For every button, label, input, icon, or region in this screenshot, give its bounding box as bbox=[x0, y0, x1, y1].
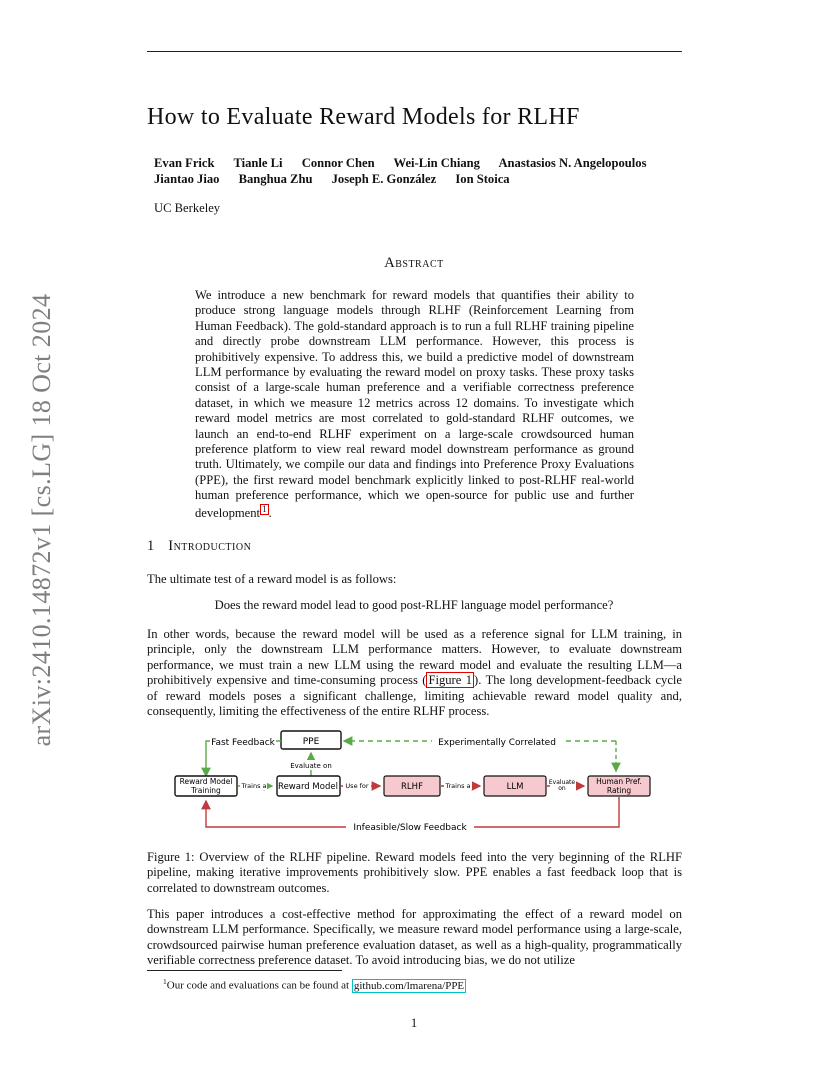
arxiv-identifier: arXiv:2410.14872v1 [cs.LG] 18 Oct 2024 bbox=[27, 293, 56, 747]
rm-training-label: Training bbox=[191, 786, 221, 795]
human-pref-label: Rating bbox=[606, 786, 632, 795]
paragraph-text: ). The long development-feedback cycle of reward models poses a significant challenge, limiting achievable reward model quality and, consequently, limiting the effectiveness of the entire RLHF process. bbox=[147, 673, 683, 719]
section-heading bbox=[147, 538, 251, 555]
evaluate-on-label: Evaluate on bbox=[290, 762, 332, 770]
author: Ion Stoica bbox=[455, 172, 510, 186]
github-link[interactable]: github.com/lmarena/PPE bbox=[353, 979, 465, 992]
section-title: Introduction bbox=[168, 538, 252, 554]
rm-training-label: Reward Model bbox=[179, 777, 233, 786]
reward-model-label: Reward Model bbox=[278, 782, 338, 792]
figure-caption: Figure 1: Overview of the RLHF pipeline. Reward models feed into the very beginning of the RLHF pipeline, making iterative improvements prohibitively slow. PPE enables a fast feedback loop that is correlated to downstream outcomes. bbox=[147, 850, 682, 895]
author: Connor Chen bbox=[301, 156, 375, 170]
fast-feedback-label: Fast Feedback bbox=[211, 738, 275, 748]
evaluate-label: Evaluate bbox=[548, 779, 576, 786]
correlation-label: Experimentally Correlated bbox=[438, 738, 556, 748]
author-list bbox=[154, 155, 694, 187]
llm-label: LLM bbox=[506, 782, 524, 792]
footnote-link[interactable]: 1 bbox=[262, 503, 267, 514]
paragraph-text: In other words, because the reward model will be used as a reference signal for LLM training, in principle, only the downstream LLM performance matters. However, to evaluate downstream performance, we must train a new LLM using the reward model and evaluate the resulting LLM—a prohibitively expensive and time-consuming process ( bbox=[147, 627, 682, 688]
abstract-heading: Abstract bbox=[384, 255, 444, 271]
footnote bbox=[163, 977, 466, 992]
author: Anastasios N. Angelopoulos bbox=[498, 156, 647, 170]
intro-paragraph bbox=[147, 627, 682, 719]
trains-a-label: Trains a bbox=[241, 782, 267, 790]
author: Evan Frick bbox=[154, 156, 215, 170]
top-rule bbox=[147, 51, 682, 52]
footnote-mark: 1 bbox=[163, 977, 167, 986]
rlhf-pipeline-diagram bbox=[160, 726, 680, 836]
abstract-end: . bbox=[268, 505, 272, 520]
trains-a-label: Trains a bbox=[445, 782, 471, 790]
key-question: Does the reward model lead to good post-RLHF language model performance? bbox=[214, 598, 614, 612]
rlhf-label: RLHF bbox=[401, 782, 423, 792]
author: Wei-Lin Chiang bbox=[393, 156, 480, 170]
use-for-label: Use for bbox=[345, 782, 369, 790]
affiliation: UC Berkeley bbox=[154, 201, 221, 215]
paper-title: How to Evaluate Reward Models for RLHF bbox=[147, 104, 580, 130]
slow-feedback-label: Infeasible/Slow Feedback bbox=[353, 823, 467, 833]
intro-lead: The ultimate test of a reward model is as follows: bbox=[147, 572, 397, 586]
author: Jiantao Jiao bbox=[154, 172, 220, 186]
section-number: 1 bbox=[147, 538, 155, 554]
abstract-text: We introduce a new benchmark for reward models that quantifies their ability to produce strong language models through RLHF (Reinforcement Learning from Human Feedback). The gold-standard approach is to run a full RLHF training pipeline and directly probe downstream LLM performance. However, this process is prohibitively expensive. To address this, we build a predictive model of downstream LLM performance by evaluating the reward model on proxy tasks. These proxy tasks consist of a large-scale human preference and a verifiable correctness preference dataset, in which we measure 12 metrics across 12 domains. To investigate which reward model metrics are most correlated to gold-standard RLHF outcomes, we launch an end-to-end RLHF experiment on a large-scale crowdsourced human preference platform to view real reward model downstream performance as ground truth. Ultimately, we compile our data and findings into Preference Proxy Evaluations (PPE), the first reward model benchmark explicitly linked to post-RLHF real-world human preference performance, which we open-source for public use and further development bbox=[195, 288, 634, 520]
footnote-rule bbox=[147, 970, 342, 971]
evaluate-label: on bbox=[558, 785, 566, 792]
paragraph-3: This paper introduces a cost-effective method for approximating the effect of a reward model on downstream LLM performance. Specifically, we measure reward model performance using a large-scale, crowdsourced pairwise human preference evaluation dataset, as well as a high-quality, programmatically verifiable correctness preference dataset. To avoid introducing bias, we do not utilize bbox=[147, 907, 682, 968]
ppe-label: PPE bbox=[302, 737, 320, 747]
author: Tianle Li bbox=[233, 156, 283, 170]
author: Joseph E. González bbox=[331, 172, 437, 186]
page-number: 1 bbox=[410, 1016, 418, 1030]
figure-ref-link[interactable]: Figure 1 bbox=[428, 673, 473, 688]
abstract-body bbox=[195, 288, 634, 521]
footnote-text: Our code and evaluations can be found at bbox=[166, 979, 352, 992]
author: Banghua Zhu bbox=[238, 172, 313, 186]
human-pref-label: Human Pref. bbox=[596, 777, 642, 786]
